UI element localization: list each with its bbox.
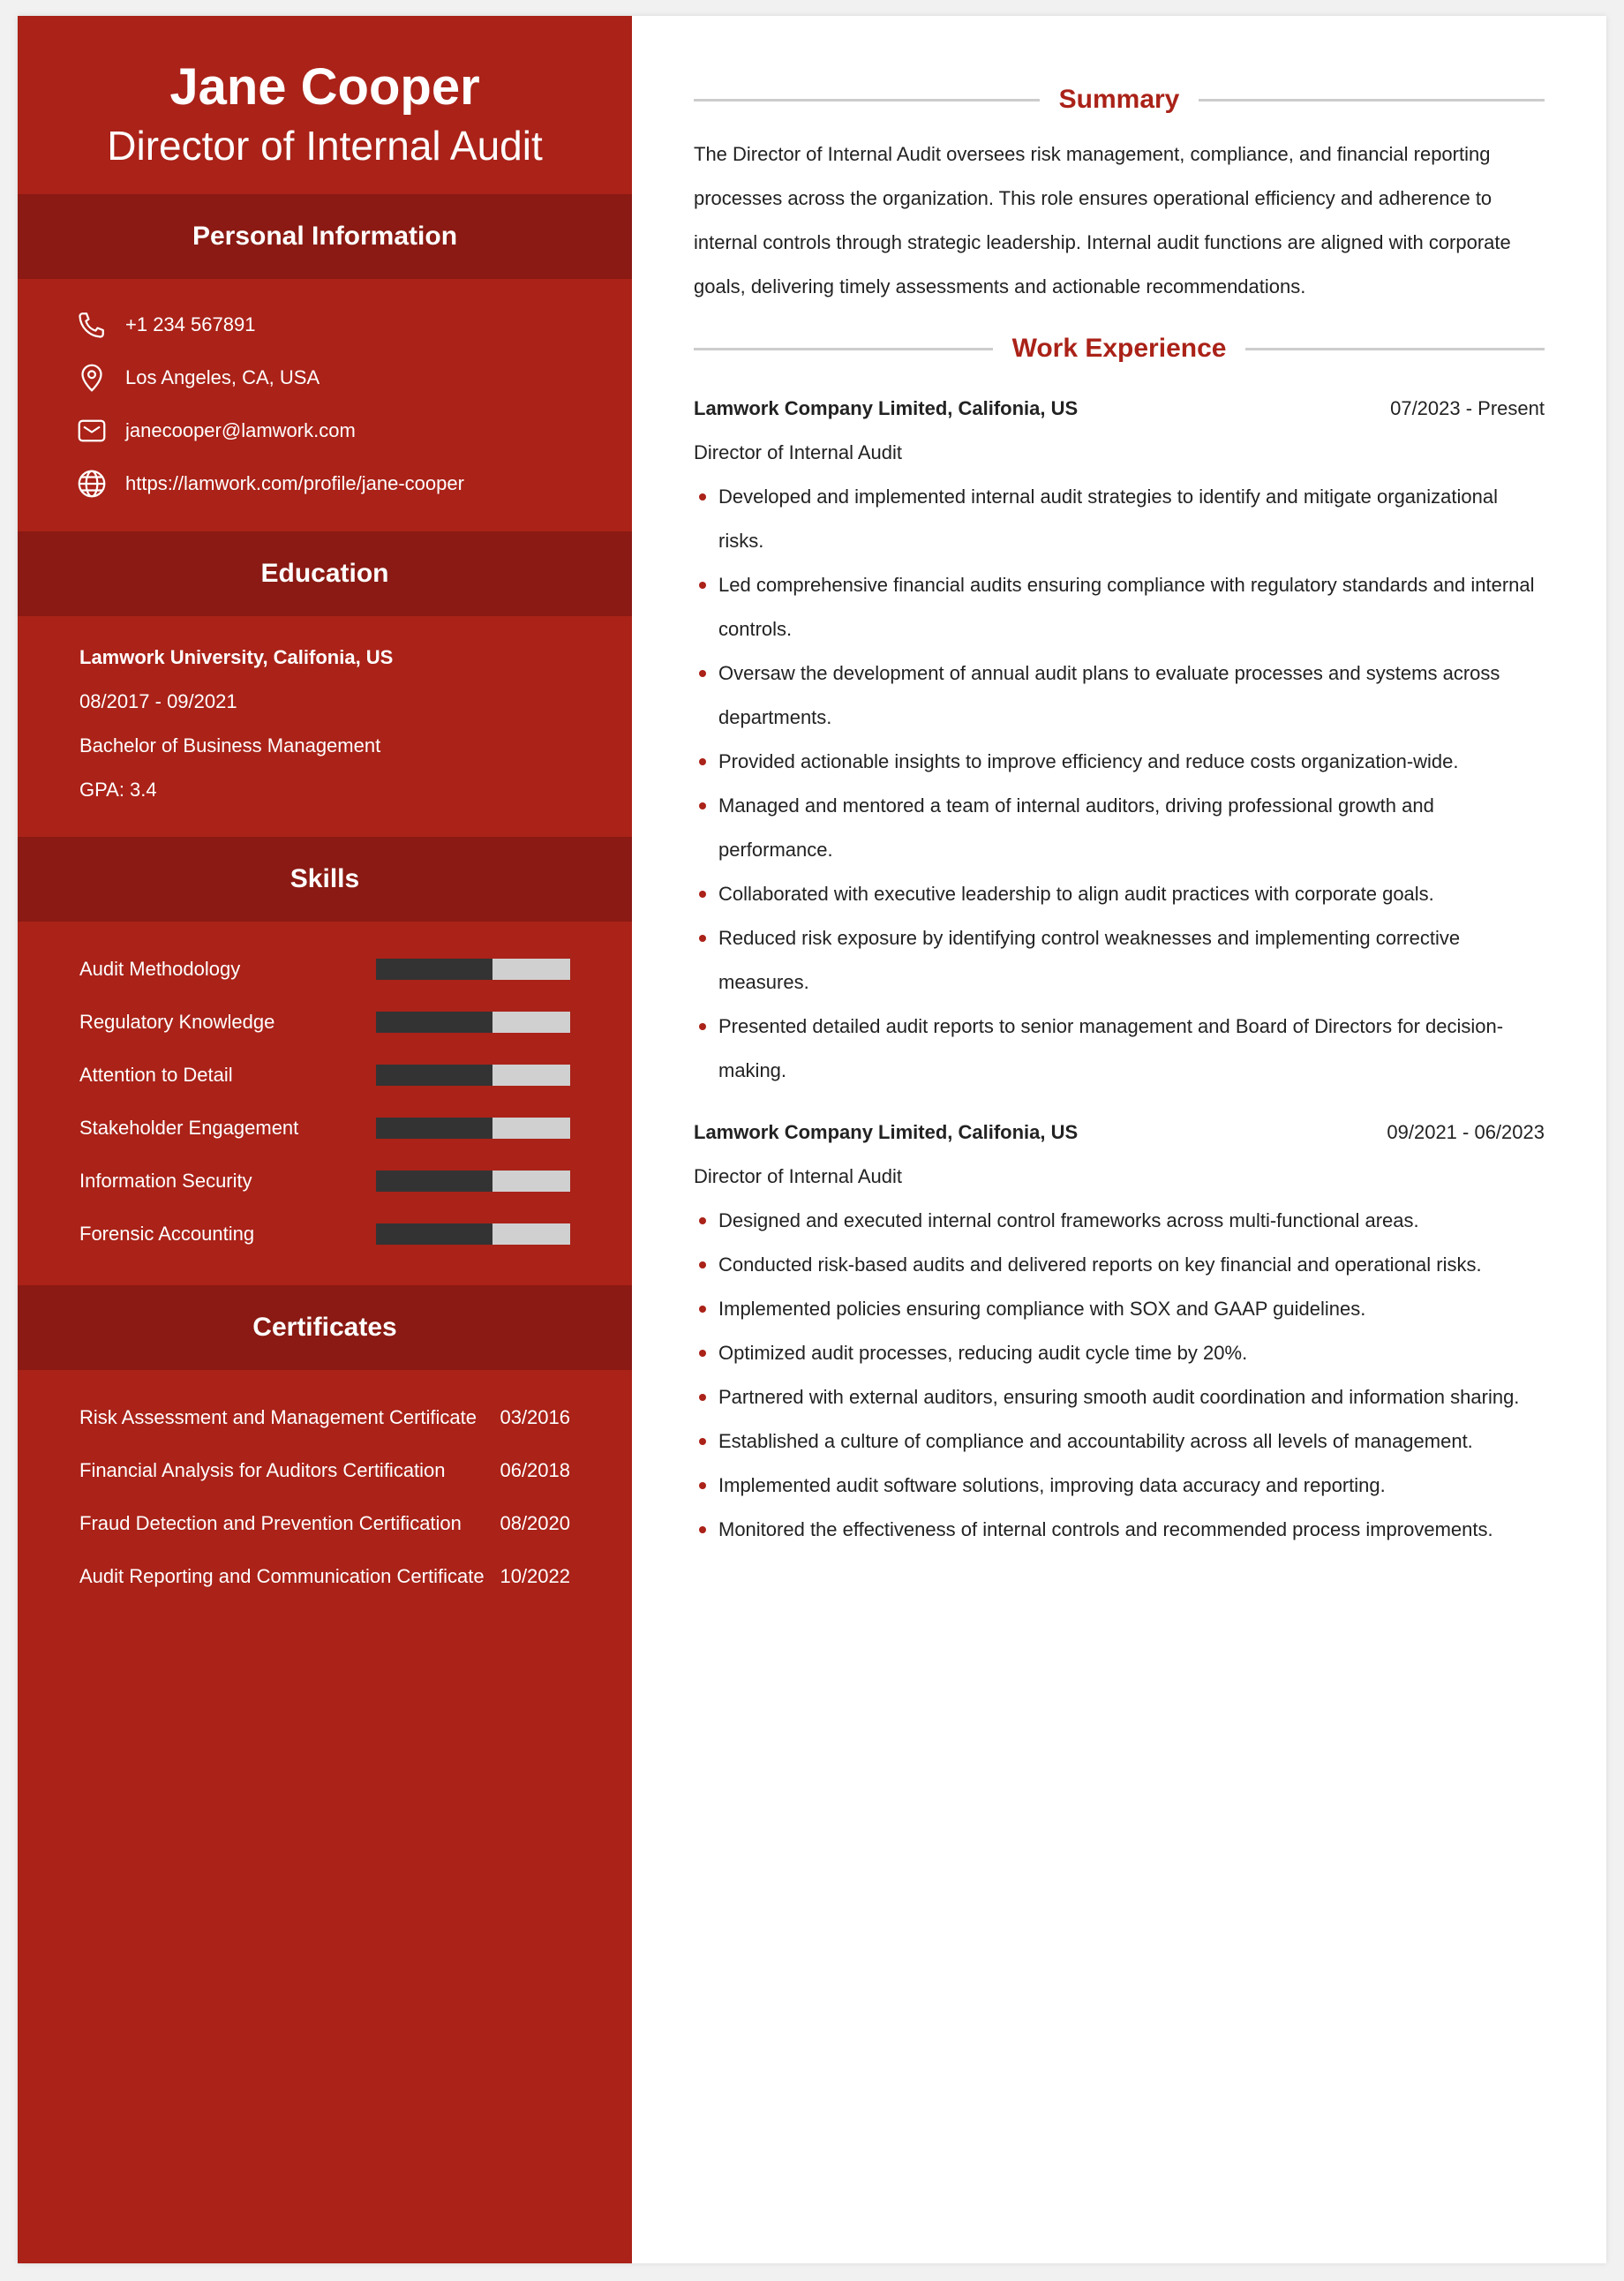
certificate-item	[79, 1444, 570, 1497]
skill-name: Information Security	[79, 1170, 252, 1192]
contact-list	[18, 279, 632, 531]
certificate-item	[79, 1391, 570, 1444]
job-bullet: Presented detailed audit reports to senior management and Board of Directors for decision-making.	[718, 1005, 1545, 1093]
certificate-name: Audit Reporting and Communication Certificate	[79, 1565, 485, 1587]
certificate-date: 06/2018	[500, 1459, 570, 1481]
certificate-date: 08/2020	[500, 1512, 570, 1534]
job-bullet: Designed and executed internal control frameworks across multi-functional areas.	[718, 1199, 1545, 1243]
contact-website-text[interactable]: https://lamwork.com/profile/jane-cooper	[125, 472, 464, 494]
summary-text: The Director of Internal Audit oversees risk management, compliance, and financial reporting processes across the organization. This role ensures operational efficiency and adherence to internal controls through strategic leadership. Internal audit functions are aligned with corporate goals, delivering timely assessments and actionable recommendations.	[694, 143, 1511, 297]
job-company: Lamwork Company Limited, Califonia, US	[694, 1121, 1079, 1143]
education-dates: 08/2017 - 09/2021	[79, 690, 237, 712]
certificate-item	[79, 1497, 570, 1550]
job-bullets	[694, 475, 1545, 1093]
skill-level-bar	[376, 1171, 570, 1192]
phone-icon	[76, 309, 108, 341]
contact-email[interactable]	[76, 404, 632, 457]
job-header	[694, 1110, 1545, 1155]
main-content	[632, 16, 1606, 2263]
job-bullet: Established a culture of compliance and accountability across all levels of management.	[718, 1419, 1545, 1464]
candidate-title: Director of Internal Audit	[107, 123, 543, 169]
contact-email-text[interactable]: janecooper@lamwork.com	[125, 419, 356, 441]
skill-item	[79, 1155, 570, 1208]
skill-level-bar	[376, 1118, 570, 1139]
skill-name: Stakeholder Engagement	[79, 1117, 299, 1139]
skill-level-bar	[376, 1065, 570, 1086]
job-bullet: Optimized audit processes, reducing audit cycle time by 20%.	[718, 1331, 1545, 1375]
job-bullet: Provided actionable insights to improve efficiency and reduce costs organization-wide.	[718, 740, 1545, 784]
email-icon	[76, 415, 108, 447]
certificate-name: Fraud Detection and Prevention Certification	[79, 1512, 462, 1534]
skill-level-fill	[376, 959, 492, 980]
skill-name: Attention to Detail	[79, 1064, 233, 1086]
education-heading: Education	[18, 531, 632, 616]
skills-list	[18, 922, 632, 1285]
job-entry	[694, 387, 1545, 1093]
skill-item	[79, 943, 570, 996]
job-bullet: Partnered with external auditors, ensuring smooth audit coordination and information sharing.	[718, 1375, 1545, 1419]
certificate-name: Financial Analysis for Auditors Certification	[79, 1459, 446, 1481]
personal-info-heading: Personal Information	[18, 194, 632, 279]
certificate-name: Risk Assessment and Management Certificate	[79, 1406, 477, 1428]
job-bullet: Oversaw the development of annual audit plans to evaluate processes and systems across departments.	[718, 651, 1545, 740]
resume-header	[18, 16, 632, 194]
contact-location-text: Los Angeles, CA, USA	[125, 366, 320, 388]
divider	[694, 348, 993, 350]
job-bullets	[694, 1199, 1545, 1552]
job-header	[694, 387, 1545, 431]
certificate-item	[79, 1550, 570, 1603]
skill-name: Regulatory Knowledge	[79, 1011, 275, 1033]
job-bullet: Developed and implemented internal audit strategies to identify and mitigate organizational risks.	[718, 475, 1545, 563]
candidate-name: Jane Cooper	[169, 58, 480, 116]
divider	[694, 99, 1040, 102]
summary-heading-row	[694, 79, 1545, 120]
skill-name: Forensic Accounting	[79, 1223, 255, 1245]
job-role: Director of Internal Audit	[694, 441, 903, 463]
job-bullet: Implemented policies ensuring compliance with SOX and GAAP guidelines.	[718, 1287, 1545, 1331]
job-role: Director of Internal Audit	[694, 1165, 903, 1187]
education-gpa: GPA: 3.4	[79, 779, 157, 801]
contact-location	[76, 351, 632, 404]
divider	[1199, 99, 1545, 102]
divider	[1245, 348, 1545, 350]
skill-item	[79, 1049, 570, 1102]
job-entry	[694, 1110, 1545, 1552]
certificates-list	[18, 1370, 632, 1628]
skill-level-bar	[376, 1223, 570, 1245]
sidebar	[18, 16, 632, 2263]
certificate-date: 03/2016	[500, 1406, 570, 1428]
job-bullet: Reduced risk exposure by identifying control weaknesses and implementing corrective measures.	[718, 916, 1545, 1005]
resume-page	[18, 16, 1606, 2263]
certificate-date: 10/2022	[500, 1565, 570, 1587]
job-bullet: Collaborated with executive leadership to align audit practices with corporate goals.	[718, 872, 1545, 916]
contact-phone-text: +1 234 567891	[125, 313, 256, 335]
certificates-heading: Certificates	[18, 1285, 632, 1370]
skill-name: Audit Methodology	[79, 958, 241, 980]
skill-level-fill	[376, 1118, 492, 1139]
skill-level-bar	[376, 959, 570, 980]
education-entry	[18, 616, 632, 837]
job-dates: 09/2021 - 06/2023	[1387, 1121, 1545, 1143]
job-bullet: Managed and mentored a team of internal auditors, driving professional growth and performance.	[718, 784, 1545, 872]
job-bullet: Led comprehensive financial audits ensuring compliance with regulatory standards and internal controls.	[718, 563, 1545, 651]
education-school: Lamwork University, Califonia, US	[79, 646, 394, 668]
experience-heading: Work Experience	[1011, 334, 1227, 363]
contact-phone	[76, 298, 632, 351]
skill-level-fill	[376, 1171, 492, 1192]
globe-icon	[76, 468, 108, 500]
job-bullet: Implemented audit software solutions, improving data accuracy and reporting.	[718, 1464, 1545, 1508]
location-icon	[76, 362, 108, 394]
contact-website[interactable]	[76, 457, 632, 510]
skill-item	[79, 1208, 570, 1261]
job-dates: 07/2023 - Present	[1390, 397, 1545, 419]
skill-level-bar	[376, 1012, 570, 1033]
education-degree: Bachelor of Business Management	[79, 734, 381, 757]
skills-heading: Skills	[18, 837, 632, 922]
job-company: Lamwork Company Limited, Califonia, US	[694, 397, 1079, 419]
skill-level-fill	[376, 1065, 492, 1086]
job-bullet: Monitored the effectiveness of internal controls and recommended process improvements.	[718, 1508, 1545, 1552]
skill-level-fill	[376, 1012, 492, 1033]
experience-heading-row	[694, 328, 1545, 369]
job-bullet: Conducted risk-based audits and delivered reports on key financial and operational risks.	[718, 1243, 1545, 1287]
skill-item	[79, 1102, 570, 1155]
experience-list	[694, 387, 1545, 1552]
skill-item	[79, 996, 570, 1049]
skill-level-fill	[376, 1223, 492, 1245]
summary-heading: Summary	[1058, 85, 1180, 114]
